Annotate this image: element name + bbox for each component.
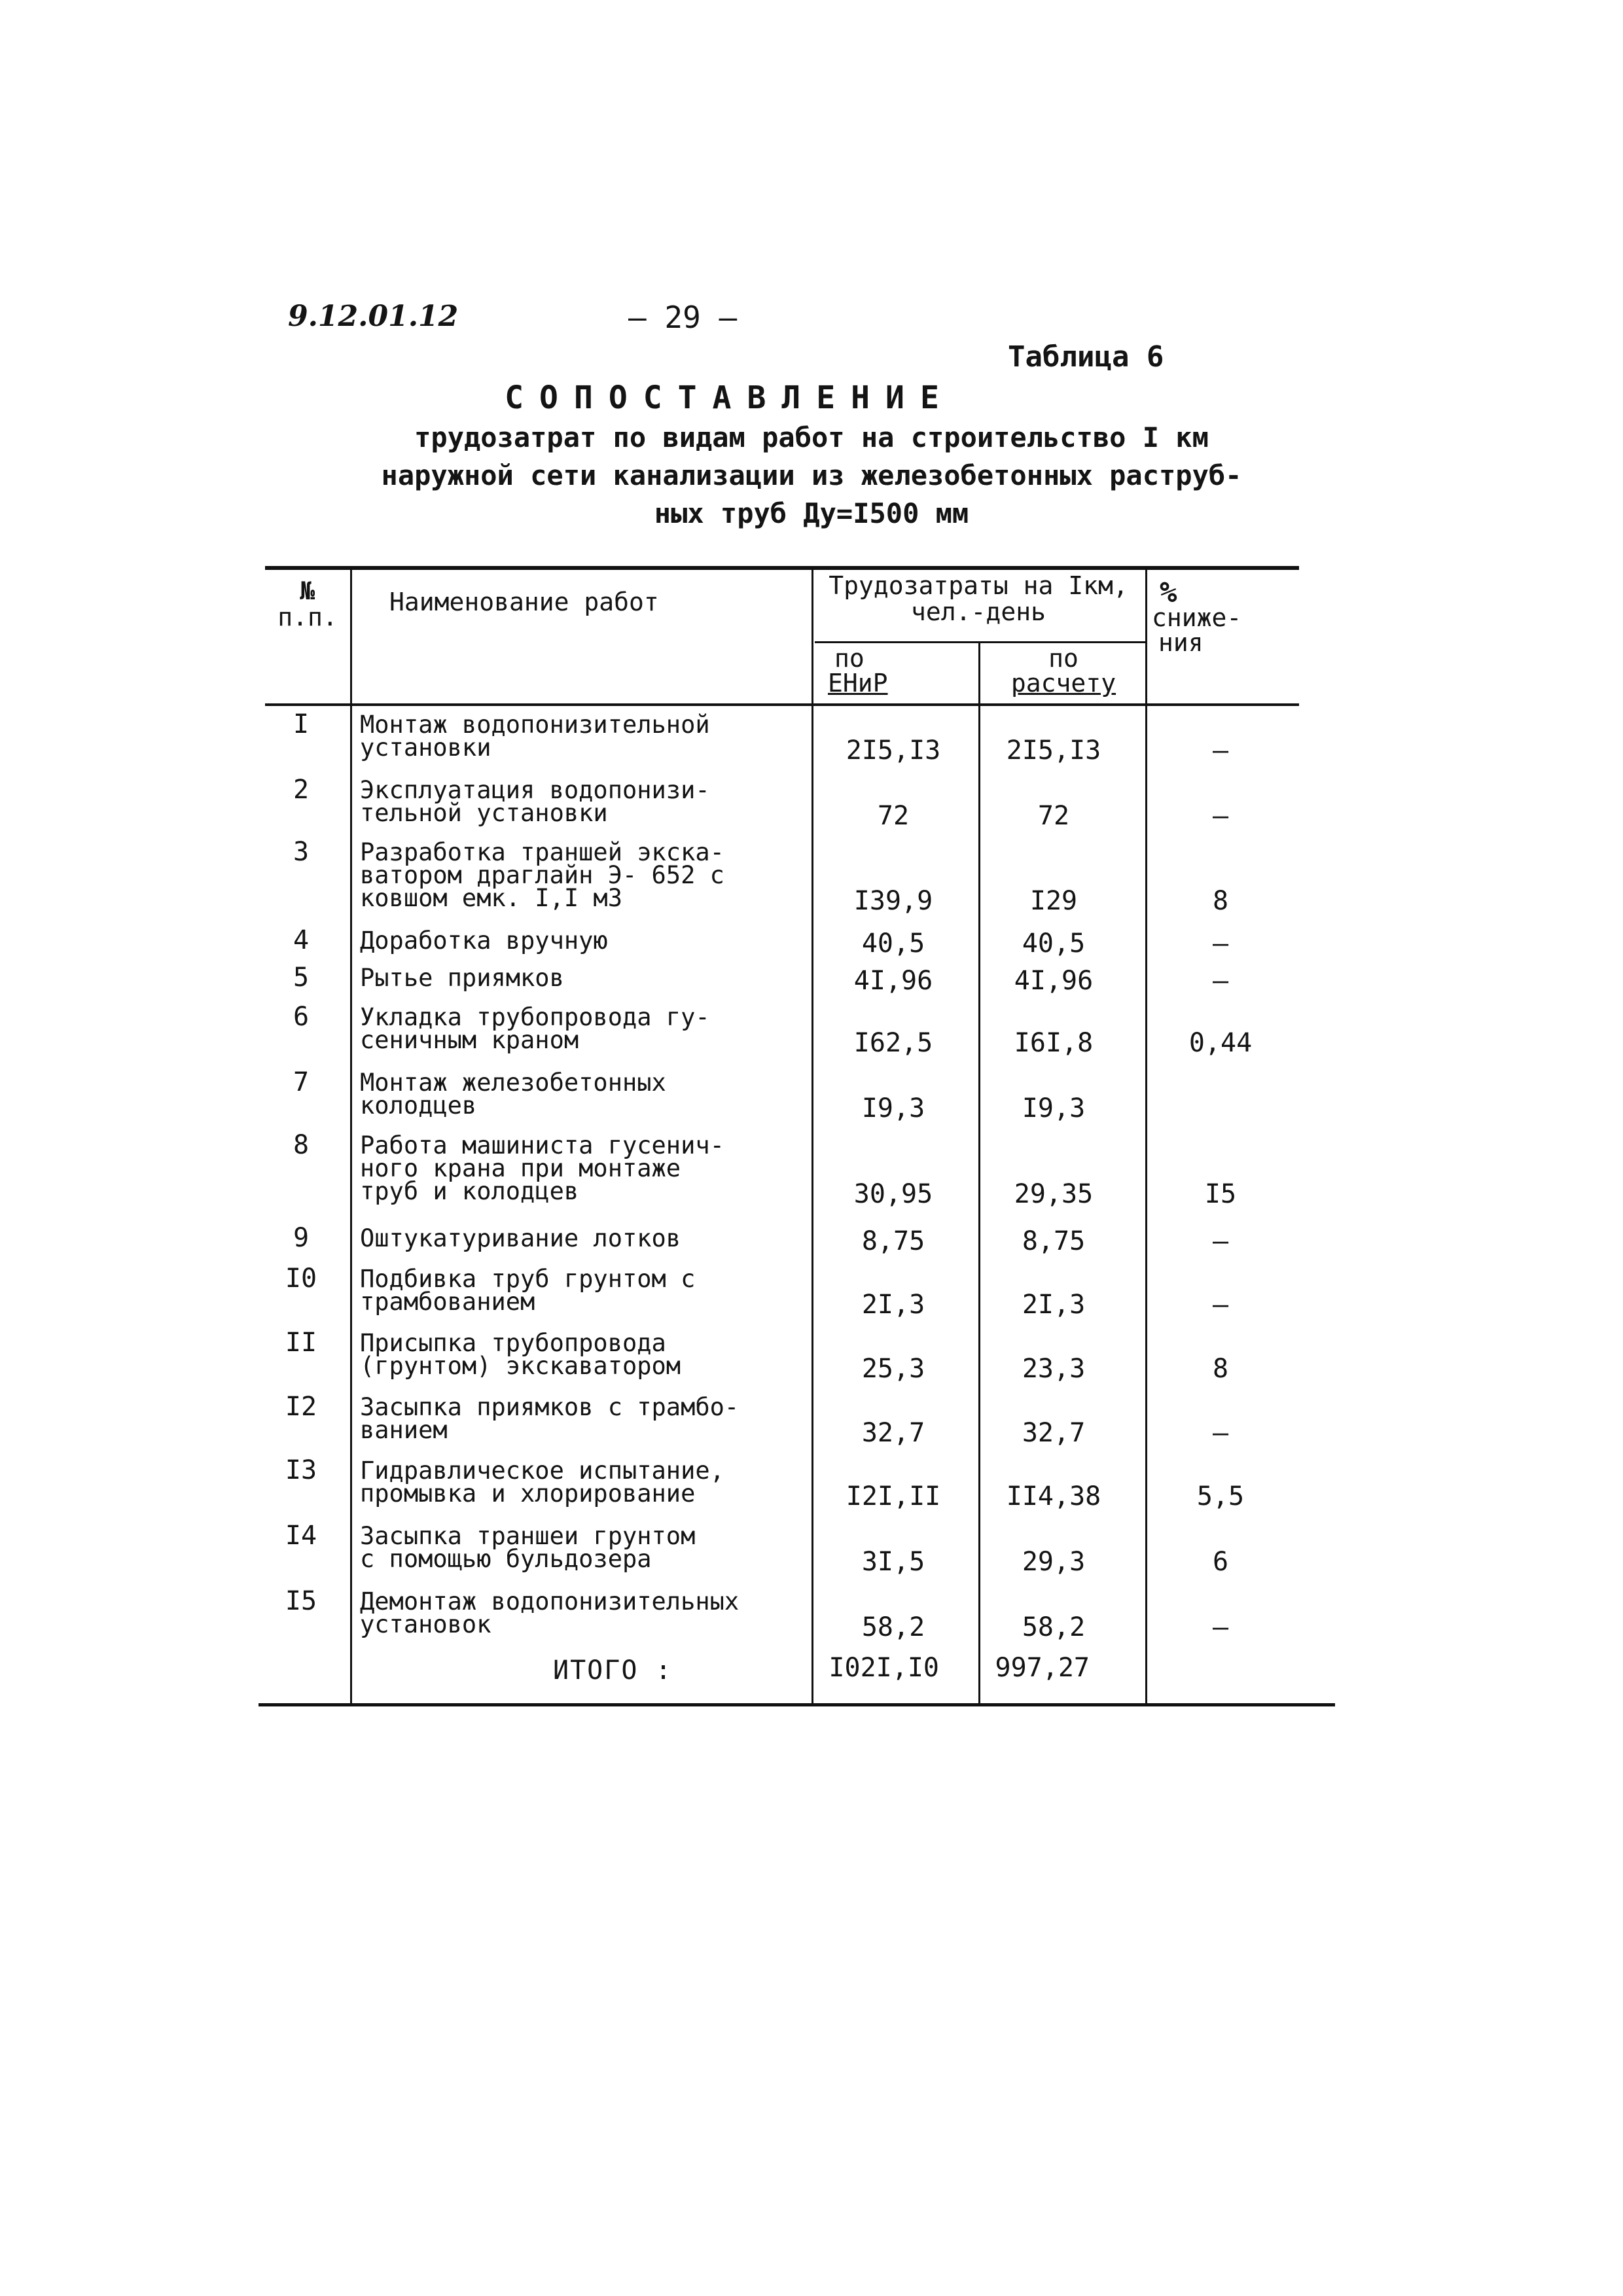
column-divider xyxy=(978,641,980,1704)
enir-value: 58,2 xyxy=(861,1612,925,1642)
calc-value: 58,2 xyxy=(1022,1612,1086,1642)
work-name-line: промывка и хлорирование xyxy=(360,1479,696,1508)
header-pct-line: ния xyxy=(1158,628,1204,657)
work-name-line: колодцев xyxy=(360,1091,477,1120)
pct-value: 8 xyxy=(1212,886,1229,916)
row-number: 2 xyxy=(293,775,310,805)
pct-value: – xyxy=(1212,1290,1229,1320)
work-name xyxy=(360,1587,805,1638)
enir-value: 40,5 xyxy=(861,928,925,959)
work-name-line: сеничным краном xyxy=(360,1026,579,1054)
pct-value: 5,5 xyxy=(1196,1481,1245,1511)
row-number: I xyxy=(293,709,310,739)
enir-value: I9,3 xyxy=(861,1093,925,1123)
work-name-line: установок xyxy=(360,1610,491,1638)
work-name xyxy=(360,1265,805,1316)
header-labor-line: Трудозатраты на Iкм, xyxy=(829,571,1128,600)
header-labor-line: чел.-день xyxy=(911,597,1046,626)
row-number: 6 xyxy=(293,1002,310,1032)
calc-value: I29 xyxy=(1029,886,1078,916)
work-name-line: Эксплуатация водопонизи- xyxy=(360,776,710,804)
calc-value: 72 xyxy=(1037,801,1070,831)
header-bottom-rule xyxy=(265,703,1299,706)
subtitle-line: ных труб Ду=I500 мм xyxy=(654,497,969,529)
work-name-line: Присыпка трубопровода xyxy=(360,1329,666,1357)
work-name-line: Рытье приямков xyxy=(360,964,564,992)
subtitle-line: трудозатрат по видам работ на строительство I км xyxy=(414,421,1209,453)
enir-value: 25,3 xyxy=(861,1354,925,1384)
table-bottom-rule xyxy=(259,1703,1335,1706)
header-num-symbol: № xyxy=(300,576,315,605)
header-pct-symbol: % xyxy=(1160,576,1177,609)
doc-code: 9.12.01.12 xyxy=(288,300,459,333)
work-name xyxy=(360,1069,805,1120)
work-name-line: ванием xyxy=(360,1416,448,1444)
header-pct-line: сниже- xyxy=(1152,603,1242,632)
row-number: 9 xyxy=(293,1223,310,1253)
row-number: I0 xyxy=(285,1263,317,1294)
work-name xyxy=(360,1393,805,1444)
pct-value: – xyxy=(1212,1612,1229,1642)
header-num-label: п.п. xyxy=(277,603,338,631)
pct-value: 6 xyxy=(1212,1547,1229,1577)
calc-value: 2I,3 xyxy=(1022,1290,1086,1320)
work-name-line: Оштукатуривание лотков xyxy=(360,1224,681,1252)
header-labor xyxy=(808,573,1149,625)
work-name-line: труб и колодцев xyxy=(360,1177,579,1205)
enir-value: 8,75 xyxy=(861,1226,925,1256)
work-name xyxy=(360,776,805,827)
column-divider xyxy=(1145,566,1147,1704)
work-name-line: Разработка траншей экска- xyxy=(360,838,724,866)
pct-value: 8 xyxy=(1212,1354,1229,1384)
pct-value: – xyxy=(1212,966,1229,996)
work-name-line: Засыпка траншеи грунтом xyxy=(360,1522,696,1550)
table-label: Таблица 6 xyxy=(1008,340,1164,374)
document-subtitle xyxy=(366,419,1257,533)
calc-value: 2I5,I3 xyxy=(1006,735,1101,766)
work-name-line: Демонтаж водопонизительных xyxy=(360,1587,740,1616)
calc-value: 8,75 xyxy=(1022,1226,1086,1256)
work-name-line: ковшом емк. I,I м3 xyxy=(360,884,622,912)
enir-value: 3I,5 xyxy=(861,1547,925,1577)
work-name xyxy=(360,927,805,955)
work-name-line: с помощью бульдозера xyxy=(360,1545,652,1573)
total-label: ИТОГО : xyxy=(553,1655,673,1686)
calc-value: 23,3 xyxy=(1022,1354,1086,1384)
header-enir-line: ЕНиР xyxy=(828,669,888,698)
enir-value: 30,95 xyxy=(853,1179,933,1209)
header-calc xyxy=(985,646,1142,696)
total-enir: I02I,I0 xyxy=(829,1653,939,1683)
enir-value: 2I,3 xyxy=(861,1290,925,1320)
work-name-line: ватором драглайн Э- 652 с xyxy=(360,861,724,889)
row-number: I4 xyxy=(285,1521,317,1551)
work-name xyxy=(360,964,805,992)
calc-value: 29,35 xyxy=(1014,1179,1094,1209)
work-name-line: Укладка трубопровода гу- xyxy=(360,1003,710,1031)
work-name-line: Засыпка приямков с трамбо- xyxy=(360,1393,740,1421)
row-number: 7 xyxy=(293,1067,310,1097)
pct-value: – xyxy=(1212,735,1229,766)
calc-value: I6I,8 xyxy=(1014,1028,1094,1058)
enir-value: 2I5,I3 xyxy=(846,735,941,766)
calc-value: 4I,96 xyxy=(1014,966,1094,996)
pct-value: I5 xyxy=(1204,1179,1237,1209)
work-name-line: трамбованием xyxy=(360,1288,535,1316)
pct-value: – xyxy=(1212,801,1229,831)
row-number: I5 xyxy=(285,1586,317,1616)
header-enir xyxy=(815,646,982,696)
work-name xyxy=(360,838,805,912)
enir-value: 32,7 xyxy=(861,1418,925,1448)
row-number: I2 xyxy=(285,1392,317,1422)
pct-value: – xyxy=(1212,928,1229,959)
work-name xyxy=(360,1457,805,1508)
work-name-line: ного крана при монтаже xyxy=(360,1154,681,1182)
header-work-name: Наименование работ xyxy=(389,588,659,616)
work-name-line: Монтаж водопонизительной xyxy=(360,711,710,739)
total-calc: 997,27 xyxy=(995,1653,1090,1683)
row-number: 3 xyxy=(293,837,310,867)
work-name xyxy=(360,1131,805,1205)
subtitle-line: наружной сети канализации из железобетонных раструб- xyxy=(381,459,1242,491)
work-name xyxy=(360,1224,805,1252)
header-pct xyxy=(1152,576,1299,657)
enir-value: I62,5 xyxy=(853,1028,933,1058)
work-name xyxy=(360,1522,805,1573)
calc-value: 40,5 xyxy=(1022,928,1086,959)
work-name xyxy=(360,711,805,762)
work-name-line: (грунтом) экскаватором xyxy=(360,1352,681,1380)
header-enir-line: по xyxy=(834,644,865,673)
work-name-line: Гидравлическое испытание, xyxy=(360,1457,724,1485)
column-divider xyxy=(812,566,813,1704)
pct-value: 0,44 xyxy=(1188,1028,1253,1058)
row-number: 4 xyxy=(293,925,310,955)
pct-value: – xyxy=(1212,1226,1229,1256)
header-calc-line: по xyxy=(1048,644,1079,673)
work-name xyxy=(360,1003,805,1054)
calc-value: 29,3 xyxy=(1022,1547,1086,1577)
page-number: – 29 – xyxy=(628,300,738,335)
table-top-rule xyxy=(265,566,1299,570)
calc-value: 32,7 xyxy=(1022,1418,1086,1448)
column-divider xyxy=(350,566,352,1704)
row-number: I3 xyxy=(285,1455,317,1485)
work-name-line: Подбивка труб грунтом с xyxy=(360,1265,696,1293)
enir-value: 72 xyxy=(877,801,910,831)
document-title: СОПОСТАВЛЕНИЕ xyxy=(505,380,955,416)
pct-value: – xyxy=(1212,1418,1229,1448)
work-name-line: тельной установки xyxy=(360,799,608,827)
work-name-line: Монтаж железобетонных xyxy=(360,1069,666,1097)
row-number: 5 xyxy=(293,963,310,993)
row-number: 8 xyxy=(293,1130,310,1160)
row-number: II xyxy=(285,1328,317,1358)
enir-value: I39,9 xyxy=(853,886,933,916)
work-name-line: установки xyxy=(360,733,491,762)
enir-value: I2I,II xyxy=(846,1481,941,1511)
work-name xyxy=(360,1329,805,1380)
work-name-line: Доработка вручную xyxy=(360,927,608,955)
calc-value: I9,3 xyxy=(1022,1093,1086,1123)
enir-value: 4I,96 xyxy=(853,966,933,996)
calc-value: II4,38 xyxy=(1006,1481,1101,1511)
header-num xyxy=(265,578,350,630)
header-calc-line: расчету xyxy=(1010,669,1116,698)
work-name-line: Работа машиниста гусенич- xyxy=(360,1131,724,1159)
